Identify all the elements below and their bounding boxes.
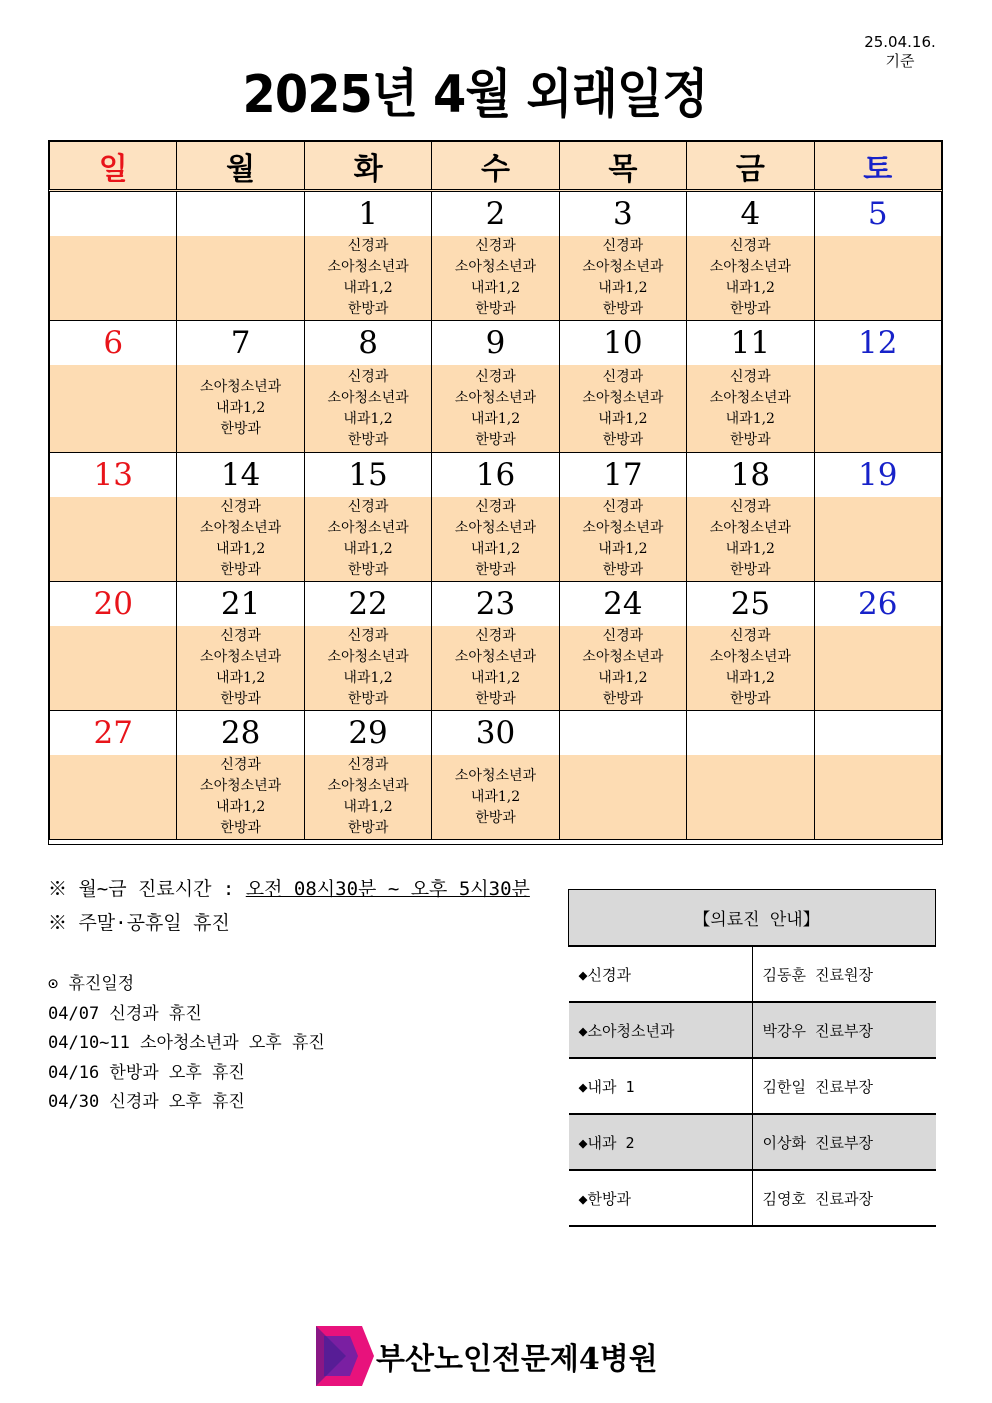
clinic-notes	[48, 872, 530, 940]
clinic-entry: 한방과	[220, 421, 261, 437]
clinic-entry: 소아청소년과	[327, 389, 409, 406]
week-date-row	[50, 191, 942, 237]
day-number: 15	[304, 453, 431, 498]
week-date-row	[50, 321, 942, 366]
staff-dept: ◆내과 1	[569, 1058, 753, 1114]
clinic-entry: 내과1,2	[725, 410, 775, 427]
day-number: 4	[687, 191, 814, 237]
day-number: 28	[177, 711, 304, 756]
day-number: 10	[559, 321, 686, 366]
weekday-header: 월	[177, 142, 304, 191]
day-number: 25	[687, 582, 814, 627]
clinic-entry: 신경과	[602, 628, 644, 644]
day-number	[814, 711, 941, 756]
clinic-entry: 신경과	[347, 628, 389, 644]
hospital-logo-icon	[316, 1326, 374, 1386]
day-number: 18	[687, 453, 814, 498]
clinic-entry: 내과1,2	[470, 410, 521, 427]
clinic-entry: 한방과	[475, 431, 516, 448]
day-number	[177, 191, 304, 237]
staff-doctor: 김영호 진료과장	[752, 1170, 936, 1226]
clinic-entry: 신경과	[730, 238, 771, 254]
day-number: 9	[432, 321, 559, 366]
day-number: 8	[304, 321, 431, 366]
weekday-header: 목	[559, 142, 686, 191]
day-clinic-list	[814, 626, 941, 711]
clinic-entry: 신경과	[730, 368, 771, 385]
clinic-entry: 내과1,2	[725, 541, 775, 557]
staff-doctor: 김한일 진료부장	[752, 1058, 936, 1114]
day-clinic-list	[304, 626, 431, 711]
day-clinic-list	[814, 755, 941, 840]
clinic-entry: 소아청소년과	[200, 649, 282, 665]
clinic-entry: 한방과	[347, 691, 389, 707]
clinic-entry: 신경과	[347, 757, 389, 773]
clinic-entry: 소아청소년과	[582, 520, 664, 536]
day-clinic-list	[50, 755, 177, 840]
day-clinic-list	[177, 497, 304, 582]
staff-row	[569, 1170, 936, 1226]
day-clinic-list	[814, 236, 941, 321]
week-clinic-row	[50, 755, 942, 840]
reference-date-value: 25.04.16.	[864, 33, 936, 51]
clinic-entry: 소아청소년과	[200, 379, 282, 395]
day-clinic-list	[814, 365, 941, 453]
day-number: 12	[814, 321, 941, 366]
clinic-entry: 신경과	[730, 499, 771, 515]
closure-schedule	[48, 970, 325, 1118]
reference-date-label: 기준	[885, 52, 915, 70]
week-clinic-row	[50, 365, 942, 453]
staff-dept: ◆소아청소년과	[569, 1002, 753, 1058]
day-number: 20	[50, 582, 177, 627]
day-clinic-list	[432, 755, 559, 840]
day-clinic-list	[432, 497, 559, 582]
week-date-row	[50, 711, 942, 756]
clinic-entry: 한방과	[220, 691, 261, 707]
clinic-entry: 소아청소년과	[582, 389, 664, 406]
clinic-entry: 신경과	[220, 757, 261, 773]
week-clinic-row	[50, 497, 942, 582]
hospital-logo	[316, 1326, 658, 1386]
clinic-entry: 소아청소년과	[709, 649, 791, 665]
staff-doctor: 이상화 진료부장	[752, 1114, 936, 1170]
clinic-entry: 신경과	[347, 499, 389, 515]
clinic-entry: 신경과	[347, 238, 389, 254]
day-clinic-list	[687, 497, 814, 582]
day-clinic-list	[559, 626, 686, 711]
day-clinic-list	[814, 497, 941, 582]
clinic-entry: 내과1,2	[470, 670, 521, 686]
day-clinic-list	[687, 626, 814, 711]
clinic-entry: 내과1,2	[470, 541, 521, 557]
day-number: 16	[432, 453, 559, 498]
clinic-entry: 신경과	[730, 628, 771, 644]
clinic-entry: 내과1,2	[215, 400, 266, 416]
clinic-entry: 한방과	[220, 820, 261, 836]
clinic-entry: 한방과	[602, 691, 644, 707]
day-number: 22	[304, 582, 431, 627]
clinic-entry: 소아청소년과	[454, 389, 537, 406]
clinic-entry: 내과1,2	[598, 541, 648, 557]
day-clinic-list	[177, 236, 304, 321]
clinic-entry: 내과1,2	[470, 280, 521, 296]
staff-row	[569, 1002, 936, 1058]
day-clinic-list	[559, 755, 686, 840]
clinic-entry: 소아청소년과	[454, 649, 537, 665]
staff-doctor: 박강우 진료부장	[752, 1002, 936, 1058]
clinic-entry: 소아청소년과	[709, 389, 791, 406]
clinic-entry: 신경과	[220, 499, 261, 515]
clinic-entry: 한방과	[730, 691, 771, 707]
weekend-note: ※ 주말·공휴일 휴진	[48, 912, 230, 934]
day-number: 29	[304, 711, 431, 756]
day-clinic-list	[50, 497, 177, 582]
closure-item: 04/10~11 소아청소년과 오후 휴진	[48, 1033, 325, 1053]
staff-row	[569, 1058, 936, 1114]
clinic-entry: 한방과	[347, 431, 389, 448]
clinic-entry: 소아청소년과	[327, 259, 409, 275]
day-clinic-list	[432, 626, 559, 711]
day-number: 24	[559, 582, 686, 627]
day-number: 17	[559, 453, 686, 498]
clinic-entry: 소아청소년과	[327, 520, 409, 536]
hours-note-value: 오전 08시30분 ~ 오후 5시30분	[245, 878, 530, 900]
staff-doctor: 김동훈 진료원장	[752, 946, 936, 1002]
clinic-entry: 한방과	[730, 431, 771, 448]
weekday-header-row	[50, 142, 942, 191]
day-clinic-list	[50, 236, 177, 321]
day-number: 23	[432, 582, 559, 627]
calendar-table	[49, 141, 942, 840]
staff-dept: ◆내과 2	[569, 1114, 753, 1170]
day-number	[687, 711, 814, 756]
staff-table	[568, 889, 936, 1227]
staff-table-title: 【의료진 안내】	[569, 890, 936, 947]
day-number: 19	[814, 453, 941, 498]
day-number: 1	[304, 191, 431, 237]
clinic-entry: 내과1,2	[470, 788, 521, 805]
clinic-entry: 한방과	[475, 301, 516, 317]
day-number: 13	[50, 453, 177, 498]
clinic-entry: 신경과	[475, 368, 516, 385]
day-number: 2	[432, 191, 559, 237]
clinic-entry: 내과1,2	[343, 670, 393, 686]
clinic-entry: 소아청소년과	[454, 520, 537, 536]
day-clinic-list	[432, 236, 559, 321]
clinic-entry: 한방과	[602, 431, 644, 448]
closure-item: 04/30 신경과 오후 휴진	[48, 1092, 245, 1112]
day-clinic-list	[559, 497, 686, 582]
weekday-header: 금	[687, 142, 814, 191]
clinic-entry: 한방과	[347, 301, 389, 317]
day-number	[559, 711, 686, 756]
clinic-entry: 소아청소년과	[454, 767, 537, 784]
clinic-entry: 소아청소년과	[709, 520, 791, 536]
clinic-entry: 한방과	[730, 562, 771, 578]
hours-note-label: ※ 월~금 진료시간 :	[48, 878, 246, 900]
day-clinic-list	[304, 497, 431, 582]
clinic-entry: 소아청소년과	[327, 649, 409, 665]
clinic-entry: 신경과	[475, 628, 516, 644]
day-clinic-list	[687, 236, 814, 321]
closure-item: 04/07 신경과 휴진	[48, 1003, 202, 1024]
day-clinic-list	[304, 236, 431, 321]
closure-heading: ⊙ 휴진일정	[48, 974, 135, 994]
day-number: 5	[814, 191, 941, 237]
day-clinic-list	[50, 626, 177, 711]
week-clinic-row	[50, 626, 942, 711]
clinic-entry: 한방과	[602, 301, 644, 317]
clinic-entry: 내과1,2	[215, 670, 266, 686]
closure-item: 04/16 한방과 오후 휴진	[48, 1062, 245, 1083]
clinic-entry: 소아청소년과	[454, 259, 537, 275]
clinic-entry: 한방과	[475, 562, 516, 578]
day-number: 27	[50, 711, 177, 756]
clinic-entry: 내과1,2	[343, 541, 393, 557]
outpatient-calendar	[48, 140, 943, 845]
day-clinic-list	[50, 365, 177, 453]
staff-row	[569, 946, 936, 1002]
day-clinic-list	[177, 365, 304, 453]
staff-dept: ◆한방과	[569, 1170, 753, 1226]
day-clinic-list	[304, 365, 431, 453]
staff-row	[569, 1114, 936, 1170]
day-number: 14	[177, 453, 304, 498]
clinic-entry: 한방과	[602, 562, 644, 578]
clinic-entry: 신경과	[220, 628, 261, 644]
day-number: 6	[50, 321, 177, 366]
clinic-entry: 한방과	[347, 562, 389, 578]
clinic-entry: 소아청소년과	[200, 520, 282, 536]
day-number	[50, 191, 177, 237]
day-clinic-list	[559, 236, 686, 321]
weekday-header: 토	[814, 142, 941, 191]
day-number: 11	[687, 321, 814, 366]
clinic-entry: 한방과	[475, 809, 516, 826]
weekday-header: 화	[304, 142, 431, 191]
clinic-entry: 내과1,2	[215, 541, 266, 557]
clinic-entry: 한방과	[347, 820, 389, 836]
week-date-row	[50, 453, 942, 498]
weekday-header: 수	[432, 142, 559, 191]
clinic-entry: 소아청소년과	[582, 259, 664, 275]
clinic-entry: 소아청소년과	[327, 778, 409, 794]
clinic-entry: 내과1,2	[343, 799, 393, 815]
day-clinic-list	[687, 755, 814, 840]
clinic-entry: 한방과	[475, 691, 516, 707]
clinic-entry: 내과1,2	[343, 280, 393, 296]
staff-dept: ◆신경과	[569, 946, 753, 1002]
day-clinic-list	[432, 365, 559, 453]
clinic-entry: 신경과	[602, 238, 644, 254]
weekday-header: 일	[50, 142, 177, 191]
clinic-entry: 신경과	[475, 499, 516, 515]
day-clinic-list	[304, 755, 431, 840]
day-number: 21	[177, 582, 304, 627]
clinic-entry: 내과1,2	[725, 280, 775, 296]
clinic-entry: 한방과	[730, 301, 771, 317]
day-number: 26	[814, 582, 941, 627]
day-number: 30	[432, 711, 559, 756]
clinic-entry: 신경과	[602, 368, 644, 385]
clinic-entry: 소아청소년과	[200, 778, 282, 794]
clinic-entry: 내과1,2	[343, 410, 393, 427]
hours-note	[48, 872, 530, 906]
day-number: 3	[559, 191, 686, 237]
clinic-entry: 내과1,2	[725, 670, 775, 686]
clinic-entry: 내과1,2	[598, 280, 648, 296]
hospital-name: 부산노인전문제4병원	[376, 1342, 658, 1377]
clinic-entry: 신경과	[602, 499, 644, 515]
clinic-entry: 한방과	[220, 562, 261, 578]
clinic-entry: 신경과	[347, 368, 389, 385]
clinic-entry: 내과1,2	[598, 410, 648, 427]
day-number: 7	[177, 321, 304, 366]
week-clinic-row	[50, 236, 942, 321]
day-clinic-list	[177, 755, 304, 840]
day-clinic-list	[687, 365, 814, 453]
day-clinic-list	[177, 626, 304, 711]
clinic-entry: 내과1,2	[598, 670, 648, 686]
page-title: 2025년 4월 외래일정	[242, 65, 708, 125]
clinic-entry: 신경과	[475, 238, 516, 254]
clinic-entry: 소아청소년과	[709, 259, 791, 275]
clinic-entry: 내과1,2	[215, 799, 266, 815]
week-date-row	[50, 582, 942, 627]
clinic-entry: 소아청소년과	[582, 649, 664, 665]
day-clinic-list	[559, 365, 686, 453]
